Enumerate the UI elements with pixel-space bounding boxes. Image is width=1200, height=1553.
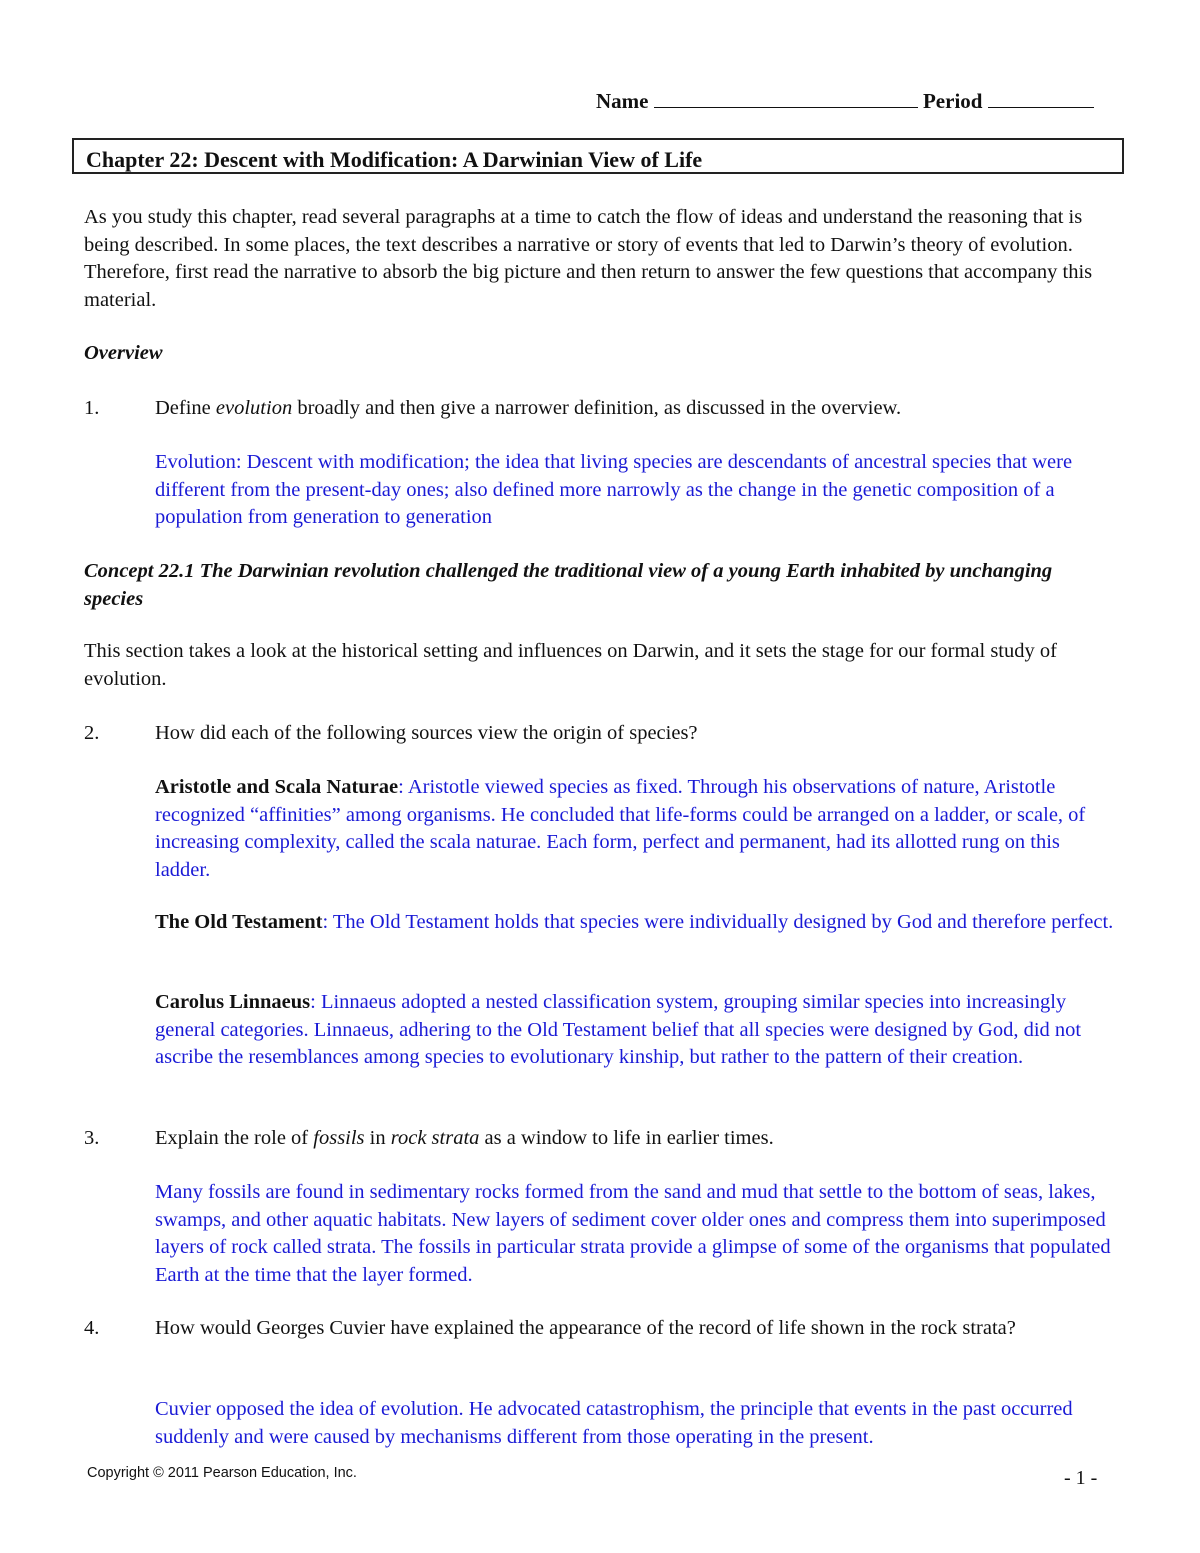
page-number: - 1 - xyxy=(1064,1467,1098,1489)
name-blank xyxy=(654,89,918,108)
q2-item-label: Carolus Linnaeus xyxy=(155,991,311,1013)
period-label: Period xyxy=(922,89,983,113)
q2-item-label: Aristotle and Scala Naturae xyxy=(155,776,399,798)
q3-text: Explain the role of fossils in rock strata as a window to life in earlier times. xyxy=(155,1127,774,1149)
q1-answer: Evolution: Descent with modification; the idea that living species are descendants of ancestral species that were different from the present-day ones; also defined more narrowly as the change in the genetic composition of a population from generation to generation xyxy=(155,451,1073,528)
page-title: Chapter 22: Descent with Modification: A Darwinian View of Life xyxy=(86,147,703,172)
q2-item-answer: : The Old Testament holds that species were individually designed by God and therefore perfect. xyxy=(322,911,1114,933)
q3-answer: Many fossils are found in sedimentary rocks formed from the sand and mud that settle to the bottom of seas, lakes, swamps, and other aquatic habitats. New layers of sediment cover older ones and compress them into superimposed layers of rock called strata. The fossils in particular strata provide a glimpse of some of the organisms that populated Earth at the time that the layer formed. xyxy=(155,1181,1111,1286)
q2-item-answer: : Linnaeus adopted a nested classification system, grouping similar species into increasingly general categories. Linnaeus, adhering to the Old Testament belief that all species were designed by God, did not ascribe the resemblances among species to evolutionary kinship, but rather to the pattern of their creation. xyxy=(155,991,1082,1068)
concept-heading: Concept 22.1 The Darwinian revolution challenged the traditional view of a young Earth inhabited by unchanging species xyxy=(84,560,1053,610)
q1-term: evolution xyxy=(215,397,293,419)
q2-text: How did each of the following sources view the origin of species? xyxy=(155,722,698,744)
concept-intro: This section takes a look at the historical setting and influences on Darwin, and it sets the stage for our formal study of evolution. xyxy=(84,640,1057,690)
q1-text: Define evolution broadly and then give a narrower definition, as discussed in the overview. xyxy=(155,397,902,419)
q3-number: 3. xyxy=(84,1127,100,1149)
overview-heading: Overview xyxy=(84,342,163,364)
copyright-footer: Copyright © 2011 Pearson Education, Inc. xyxy=(87,1465,357,1481)
q3-term-fossils: fossils xyxy=(313,1127,365,1149)
q4-text: How would Georges Cuvier have explained the appearance of the record of life shown in the rock strata? xyxy=(155,1317,1016,1339)
q3-term-rock-strata: rock strata xyxy=(390,1127,480,1149)
q2-item-label: The Old Testament xyxy=(155,911,323,933)
q1-number: 1. xyxy=(84,397,100,419)
q2-item-linnaeus xyxy=(155,989,1115,1072)
intro-paragraph: As you study this chapter, read several paragraphs at a time to catch the flow of ideas and understand the reasoning that is being described. In some places, the text describes a narrative or story of events that led to Darwin’s theory of evolution. Therefore, first read the narrative to absorb the big picture and then return to answer the few questions that accompany this material. xyxy=(84,206,1093,311)
q4-number: 4. xyxy=(84,1317,100,1339)
q2-item-aristotle xyxy=(155,774,1115,884)
q4-answer: Cuvier opposed the idea of evolution. He advocated catastrophism, the principle that events in the past occurred suddenly and were caused by mechanisms different from those operating in the present. xyxy=(155,1398,1073,1448)
q2-item-answer: : Aristotle viewed species as fixed. Through his observations of nature, Aristotle recognized “affinities” among organisms. He concluded that life-forms could be arranged on a ladder, or scale, of increasing complexity, called the scala naturae. Each form, perfect and permanent, had its allotted rung on this ladder. xyxy=(155,776,1086,881)
q2-number: 2. xyxy=(84,722,100,744)
name-period-header xyxy=(596,88,1094,116)
q2-item-old-testament xyxy=(155,909,1115,937)
name-label: Name xyxy=(596,89,649,113)
period-blank xyxy=(988,89,1094,108)
